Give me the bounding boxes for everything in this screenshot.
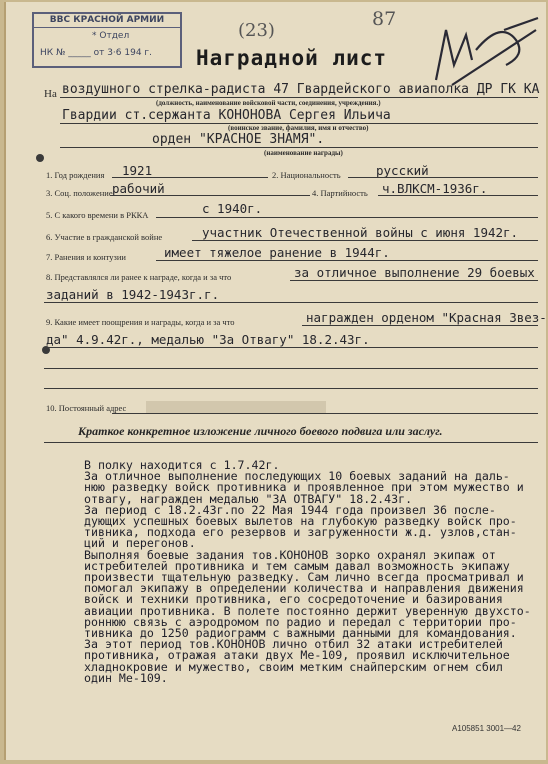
field-prior-awards-label: 8. Представлялся ли ранее к награде, когда и за что <box>46 272 232 282</box>
handwritten-resolution-mark <box>406 10 546 90</box>
narrative-text <box>84 460 531 684</box>
narrative-line: роннюю связь с аэродромом по радио и передал с территории про- <box>84 614 517 629</box>
address-redaction <box>146 401 326 413</box>
field-party-label: 4. Партийность <box>312 188 368 198</box>
stamp-line-1: ВВС КРАСНОЙ АРМИИ <box>34 15 180 28</box>
punch-hole-bottom <box>38 342 54 358</box>
document-title: Наградной лист <box>196 46 388 70</box>
narrative-line: дующих успешных боевых вылетов на глубокую разведку войск про- <box>84 514 517 529</box>
stamp-line-2: * Отдел <box>92 31 130 41</box>
field-birth-year-label: 1. Год рождения <box>46 170 105 180</box>
field-civil-war-label: 6. Участие в гражданской войне <box>46 232 163 242</box>
award-caption: (наименование награды) <box>264 149 343 157</box>
narrative-line: тивника до 1250 радиограмм с важными данными для командования. <box>84 626 517 641</box>
registration-stamp <box>32 12 182 68</box>
unit-caption: (должность, наименование войсковой части, соединения, учреждения.) <box>156 99 381 107</box>
name-caption: (воинское звание, фамилия, имя и отчество) <box>228 124 369 132</box>
narrative-line: тивника, подхода его резервов и загруженности ж.д. узлов,стан- <box>84 525 517 540</box>
field-rkka-since-label: 5. С какого времени в РККА <box>46 210 149 220</box>
narrative-line: один Ме-109. <box>84 670 168 685</box>
header-prefix: На <box>44 88 57 100</box>
field-party-value: ч.ВЛКСМ-1936г. <box>382 181 488 196</box>
narrative-line: авиации противника. В полете постоянно держит уверенную двухсто- <box>84 603 531 618</box>
narrative-line: За период с 18.2.43г.по 22 Мая 1944 года произвел 36 после- <box>84 502 496 517</box>
field-nationality-value: русский <box>376 163 429 178</box>
field-civil-war-value: участник Отечественной войны с июня 1942г. <box>202 225 519 240</box>
field-wounds-label: 7. Ранения и контузии <box>46 252 126 262</box>
field-honors-value-1: награжден орденом "Красная Звез- <box>306 310 547 325</box>
field-social-status-value: рабочий <box>112 181 165 196</box>
narrative-line: В полку находится с 1.7.42г. <box>84 458 280 472</box>
narrative-line: противника, отражая атаки двух Ме-109, проявил исключительное <box>84 648 510 663</box>
section-title: Краткое конкретное изложение личного боевого подвига или заслуг. <box>78 424 443 438</box>
handwritten-number: (23) <box>238 20 275 41</box>
narrative-line: ций и перегонов. <box>84 536 196 551</box>
field-rkka-since-value: с 1940г. <box>202 201 263 216</box>
narrative-line: нюю разведку войск противника и проявленное при этом мужество и <box>84 480 524 495</box>
narrative-line: За отличное выполнение последующих 10 боевых заданий на даль- <box>84 469 510 484</box>
narrative-line: произвести тщательную разведку. Сам лично всегда просматривал и <box>84 570 524 585</box>
narrative-line: За этот период тов.КОНОНОВ лично отбил 32 атаки истребителей <box>84 637 503 652</box>
stamp-line-3: НК № _____ от 3·6 194 г. <box>40 48 153 58</box>
narrative-line: отвагу, награжден медалью "ЗА ОТВАГУ" 18.2.43г. <box>84 491 413 506</box>
name-value: Гвардии ст.сержанта КОНОНОВА Сергея Ильича <box>62 108 391 123</box>
narrative-line: хладнокровие и мужество, своим метким снайперским огнем сбил <box>84 659 503 674</box>
narrative-line: Выполняя боевые задания тов.КОНОНОВ зорко охранял экипаж от <box>84 547 496 562</box>
field-birth-year-value: 1921 <box>122 163 153 178</box>
field-wounds-value: имеет тяжелое ранение в 1944г. <box>164 245 390 260</box>
field-nationality-label: 2. Национальность <box>272 170 341 180</box>
field-honors-value-2: да" 4.9.42г., медалью "За Отвагу" 18.2.43г. <box>46 332 370 347</box>
field-social-status-label: 3. Соц. положение <box>46 188 113 198</box>
field-prior-awards-value-1: за отличное выполнение 29 боевых <box>294 265 535 280</box>
field-address-label: 10. Постоянный адрес <box>46 403 127 413</box>
unit-value: воздушного стрелка-радиста 47 Гвардейского авиаполка ДР ГК КА <box>62 82 540 97</box>
narrative-line: войск и техники противника, его сосредоточение и базирования <box>84 592 503 607</box>
field-honors-label: 9. Какие имеет поощрения и награды, когда и за что <box>46 317 235 327</box>
award-sheet <box>4 2 546 760</box>
form-code: А105851 3001—42 <box>452 724 521 733</box>
award-value: орден "КРАСНОЕ ЗНАМЯ". <box>152 132 325 147</box>
narrative-line: помогал экипажу в определении количества и направления движения <box>84 581 524 596</box>
punch-hole-top <box>32 150 48 166</box>
handwritten-number-2: 87 <box>372 8 397 30</box>
field-prior-awards-value-2: заданий в 1942-1943г.г. <box>46 287 220 302</box>
narrative-line: истребителей противника и тем самым давал возможность экипажу <box>84 558 510 573</box>
